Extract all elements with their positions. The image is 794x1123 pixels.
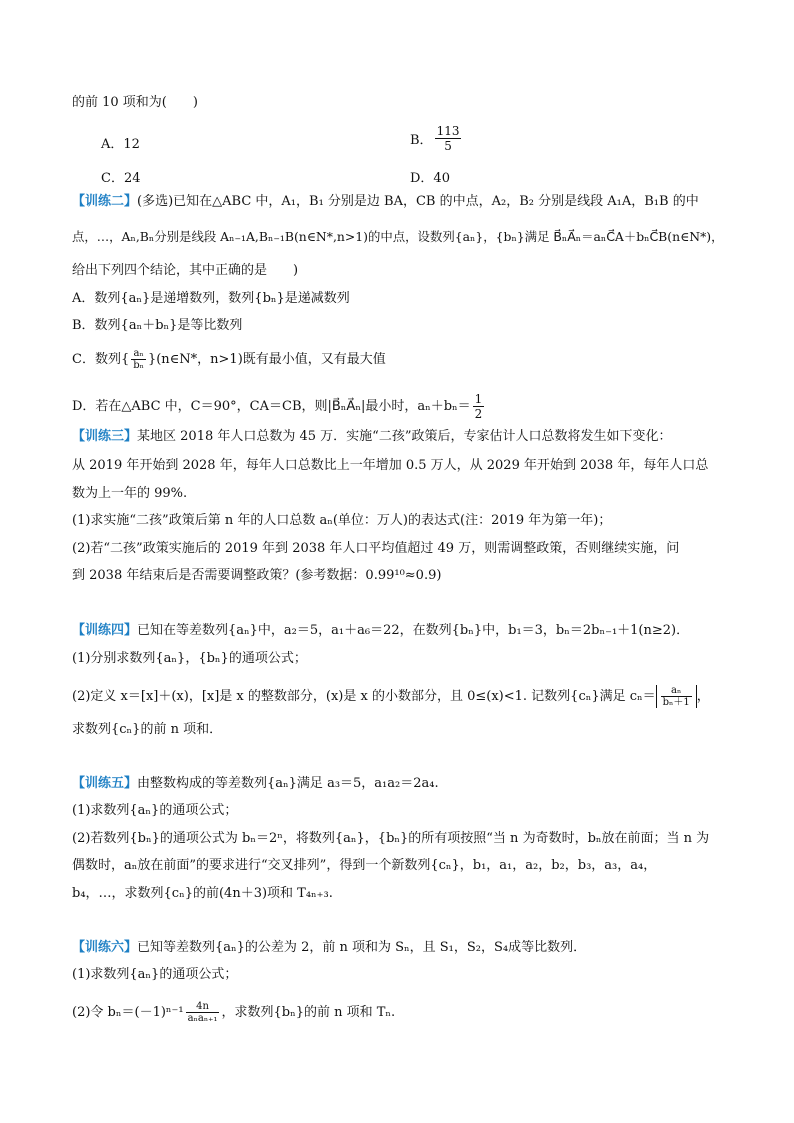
t4-line-3 (72, 685, 710, 708)
t2-option-c-fraction (131, 348, 146, 371)
fraction-denominator: 2 (474, 407, 483, 421)
fraction-denominator: aₙaₙ₊₁ (187, 1013, 218, 1024)
t2-option-d-fraction (473, 392, 485, 421)
q0-option-b-label: B． (410, 133, 433, 148)
t5-line-4: 偶数时，aₙ放在前面”的要求进行“交叉排列”，得到一个新数列{cₙ}，b₁，a₁，a₂，b₂，b₃，a₃，a₄， (72, 858, 657, 873)
fraction-numerator: aₙ (661, 685, 692, 697)
t6-line-3 (72, 1001, 395, 1024)
t2-tag: 【训练二】 (72, 194, 138, 209)
t4-line-1 (72, 622, 689, 640)
q0-option-d: D．40 (410, 171, 450, 186)
fraction-numerator: aₙ (131, 348, 146, 360)
t6-fraction (186, 1001, 220, 1024)
fraction-numerator: 4n (186, 1001, 220, 1013)
t3-line-6: 到 2038 年结束后是否需要调整政策？(参考数据：0.99¹⁰≈0.9) (72, 568, 442, 583)
t4-cn-fraction (661, 685, 692, 708)
t6-line-3-post: ，求数列{bₙ}的前 n 项和 Tₙ. (221, 1005, 396, 1020)
t6-line-3-pre: (2)令 bₙ＝(－1)ⁿ⁻¹ (72, 1005, 184, 1020)
t3-line-3: 数为上一年的 99%. (72, 486, 188, 501)
fraction-denominator: bₙ (133, 360, 144, 371)
t6-line-1 (72, 939, 586, 957)
t3-tag: 【训练三】 (72, 429, 138, 444)
t2-option-d (72, 392, 486, 421)
t4-tag: 【训练四】 (72, 623, 138, 638)
t2-option-a: A．数列{aₙ}是递增数列，数列{bₙ}是递减数列 (72, 291, 350, 306)
t2-line-1 (72, 193, 699, 211)
q0-option-a: A．12 (101, 137, 140, 152)
fraction-denominator: bₙ＋1 (662, 697, 690, 708)
t2-option-c (72, 348, 386, 371)
q0-option-b (410, 124, 463, 153)
t4-line-3-pre: (2)定义 x＝[x]＋(x)，[x]是 x 的整数部分，(x)是 x 的小数部分，且 0≤(x)<1. 记数列{cₙ}满足 cₙ＝ (72, 689, 656, 704)
t3-line-4: (1)求实施“二孩”政策后第 n 年的人口总数 aₙ(单位：万人)的表达式(注：2019 年为第一年)； (72, 513, 612, 528)
t5-tag: 【训练五】 (72, 776, 138, 791)
t5-text-1: 由整数构成的等差数列{aₙ}满足 a₃＝5，a₁a₂＝2a₄. (137, 776, 439, 791)
t5-line-1 (72, 775, 439, 793)
t4-line-2: (1)分别求数列{aₙ}，{bₙ}的通项公式； (72, 651, 307, 666)
t5-line-3: (2)若数列{bₙ}的通项公式为 bₙ＝2ⁿ，将数列{aₙ}，{bₙ}的所有项按照“当 n 为奇数时，bₙ放在前面；当 n 为 (72, 831, 710, 846)
t3-text-1: 某地区 2018 年人口总数为 45 万．实施“二孩”政策后，专家估计人口总数将发生如下变化： (137, 429, 672, 444)
t6-text-1: 已知等差数列{aₙ}的公差为 2，前 n 项和为 Sₙ，且 S₁，S₂，S₄成等比数列． (137, 940, 587, 955)
q0-option-b-fraction (435, 124, 462, 153)
t2-option-c-post: }(n∈N*，n>1)既有最小值，又有最大值 (147, 352, 386, 367)
t3-line-1 (72, 428, 671, 446)
t3-line-2: 从 2019 年开始到 2028 年，每年人口总数比上一年增加 0.5 万人，从 2029 年开始到 2038 年，每年人口总 (72, 458, 709, 473)
fraction-numerator: 113 (436, 124, 460, 138)
t5-line-5: b₄，…，求数列{cₙ}的前(4n＋3)项和 T₄ₙ₊₃. (72, 886, 333, 901)
t3-line-5: (2)若“二孩”政策实施后的 2019 年到 2038 年人口平均值超过 49 万，则需调整政策，否则继续实施，问 (72, 541, 680, 556)
t2-text-1: (多选)已知在△ABC 中，A₁，B₁ 分别是边 BA，CB 的中点，A₂，B₂ 分别是线段 A₁A，B₁B 的中 (137, 194, 699, 209)
t6-line-2: (1)求数列{aₙ}的通项公式； (72, 967, 238, 982)
q0-intro: 的前 10 项和为( ) (72, 95, 198, 110)
t4-text-1: 已知在等差数列{aₙ}中，a₂＝5，a₁＋a₆＝22，在数列{bₙ}中，b₁＝3，bₙ＝2bₙ₋₁＋1(n≥2)． (137, 623, 690, 638)
fraction-numerator: 1 (474, 392, 483, 406)
t5-line-2: (1)求数列{aₙ}的通项公式； (72, 803, 238, 818)
fraction-denominator: 5 (444, 139, 452, 153)
t6-tag: 【训练六】 (72, 940, 138, 955)
t2-line-2: 点，…，Aₙ,Bₙ分别是线段 Aₙ₋₁A,Bₙ₋₁B(n∈N*,n>1)的中点，设数列{aₙ}，{bₙ}满足 B⃗ₙA⃗ₙ＝aₙC⃗A＋bₙC⃗B(n∈N*)， (72, 229, 724, 244)
t4-cn-abs (656, 685, 697, 708)
q0-option-c: C．24 (101, 171, 141, 186)
t2-line-3: 给出下列四个结论，其中正确的是 ) (72, 263, 299, 278)
t4-line-4: 求数列{cₙ}的前 n 项和． (72, 722, 223, 737)
t2-option-c-pre: C．数列{ (72, 352, 130, 367)
t2-option-b: B．数列{aₙ＋bₙ}是等比数列 (72, 318, 243, 333)
t2-option-d-pre: D．若在△ABC 中，C＝90°，CA＝CB，则|B⃗ₙA⃗ₙ|最小时，aₙ＋bₙ＝ (72, 399, 471, 414)
t4-line-3-post: ， (696, 689, 710, 704)
